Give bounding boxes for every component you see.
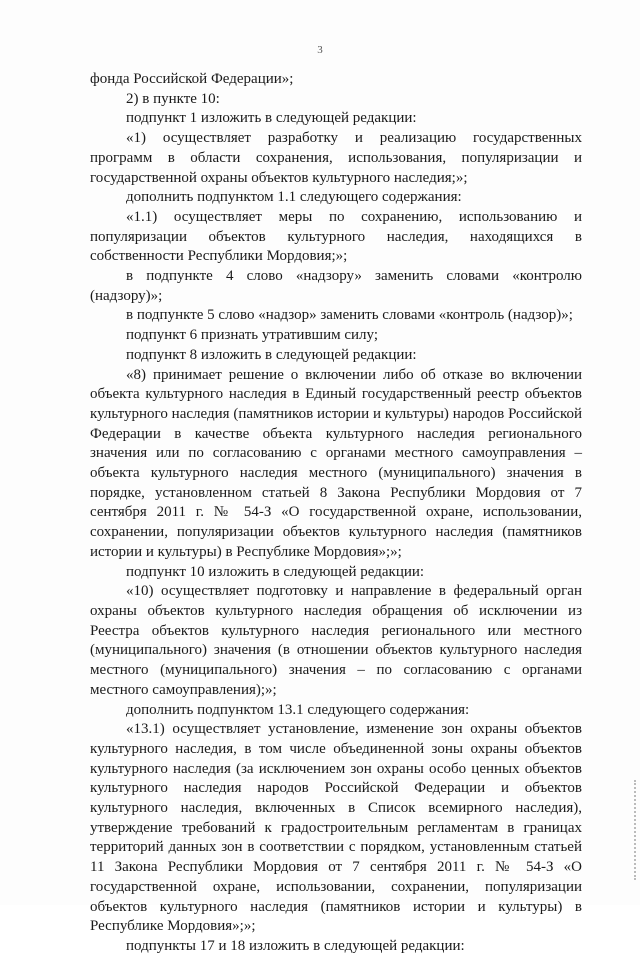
paragraph: подпункты 17 и 18 изложить в следующей редакции: [126, 937, 465, 954]
scan-edge-mark [628, 780, 636, 880]
paragraph: подпункт 8 изложить в следующей редакции: [126, 346, 417, 363]
paragraph: «1) осуществляет разработку и реализацию государственных программ в области сохранения, использования, популяризации и государственной охраны объектов культурного наследия;»; [90, 130, 582, 186]
paragraph: фонда Российской Федерации»; [90, 71, 294, 87]
paragraph: подпункт 6 признать утратившим силу; [126, 327, 378, 344]
paragraph: подпункт 1 изложить в следующей редакции: [126, 110, 417, 127]
paragraph: «10) осуществляет подготовку и направление в федеральный орган охраны объектов культурного наследия обращения об исключении из Реестра объектов культурного наследия регионального или местного (муниципального) значения (в отношении объектов культурного наследия местного (муниципального) значения – по согласованию с органами местного самоуправления);»; [90, 583, 582, 698]
paragraph: «1.1) осуществляет меры по сохранению, использованию и популяризации объектов культурного наследия, находящихся в собственности Республики Мордовия;»; [90, 208, 582, 265]
page-number: 3 [317, 44, 323, 56]
paragraph: дополнить подпунктом 1.1 следующего содержания: [126, 189, 462, 206]
paragraph: «8) принимает решение о включении либо об отказе во включении объекта культурного наследия в Единый государственный реестр объектов культурного наследия (памятников истории и культуры) народов Российской Федерации в качестве объекта культурного наследия регионального значения или по согласованию с органами местного самоуправления – объекта культурного наследия местного (муниципального) значения в порядке, установленном статьей 8 Закона Республики Мордовия от 7 сентября 2011 г. № 54-З «О государственной охране, использовании, сохранении, популяризации объектов культурного наследия (памятников истории и культуры) в Республике Мордовия»;»; [90, 366, 582, 560]
paragraph: дополнить подпунктом 13.1 следующего содержания: [126, 701, 470, 718]
paragraph: в подпункте 5 слово «надзор» заменить словами «контроль (надзор)»; [126, 307, 573, 324]
paragraph: 2) в пункте 10: [126, 90, 220, 107]
paragraph: в подпункте 4 слово «надзору» заменить словами «контролю (надзору)»; [90, 268, 582, 304]
document-body [90, 70, 582, 957]
paragraph: подпункт 10 изложить в следующей редакции: [126, 563, 425, 580]
paragraph: «13.1) осуществляет установление, изменение зон охраны объектов культурного наследия, в том числе объединенной зоны охраны объектов культурного наследия (за исключением зон охраны особо ценных объектов культурного наследия народов Российской Федерации и объектов культурного наследия, включенных в Список всемирного наследия), утверждение требований к градостроительным регламентам в границах территорий данных зон в соответствии с порядком, установленным статьей 11 Закона Республики Мордовия от 7 сентября 2011 г. № 54-З «О государственной охране, использовании, сохранении, популяризации объектов культурного наследия (памятников истории и культуры) в Республике Мордовия»;»; [90, 721, 582, 935]
